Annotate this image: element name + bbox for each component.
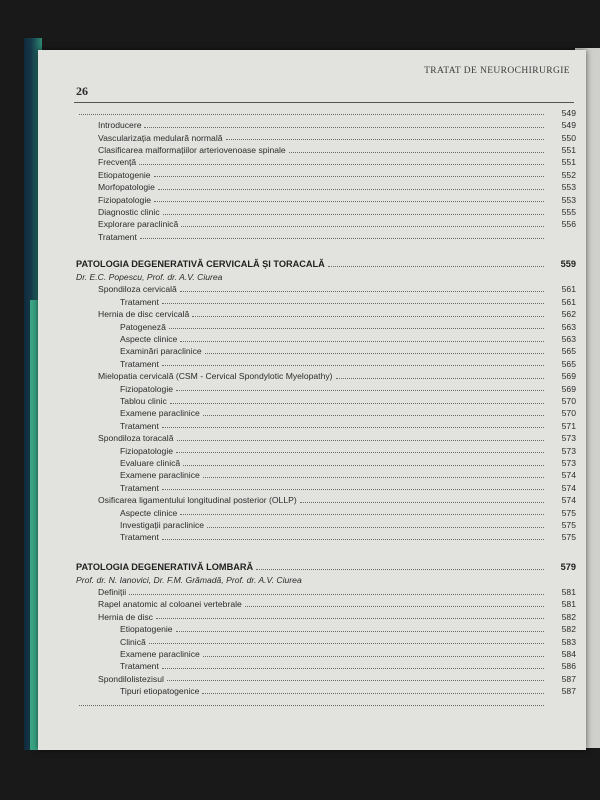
toc-page-number: 549 [561,107,576,118]
dot-leader [202,693,544,694]
toc-entry-title: Tratament [120,420,159,431]
toc-page-number: 570 [561,396,576,406]
toc-page-number: 556 [561,219,576,230]
toc-page-number: 562 [561,309,576,320]
dot-leader [79,705,544,706]
toc-entry-title: Clasificarea malformațiilor arteriovenoase spinale [98,144,286,155]
page-number: 26 [76,84,88,98]
dot-leader [170,403,544,404]
dot-leader [139,164,544,165]
toc-entry-title: Fiziopatologie [98,194,152,205]
dot-leader [156,618,544,619]
toc-page-number: 550 [561,132,576,143]
toc-entry-title: Patogeneză [120,321,166,332]
toc-entry [76,306,576,318]
dot-leader [226,139,544,140]
toc-page-number: 570 [561,408,576,419]
dot-leader [176,631,544,632]
toc-entry [76,468,576,480]
toc-page-number: 549 [561,120,576,131]
toc-entry [76,505,576,517]
book-page [38,50,586,750]
toc-page-number: 561 [561,296,576,307]
toc-entry-title: Clinică [120,636,146,647]
toc-page-number: 553 [561,182,576,193]
toc-page-number: 587 [561,673,576,684]
toc-entry-title: Examene paraclinice [120,470,200,481]
toc-entry [76,155,576,167]
toc-entry [76,430,576,442]
dot-leader [203,415,544,416]
toc-entry-title: Etiopatogenie [98,169,151,180]
dot-leader [149,643,544,644]
dot-leader [144,127,544,128]
toc-entry [76,282,576,294]
dot-leader [162,668,544,669]
toc-page-number: 574 [561,482,576,493]
toc-entry [76,455,576,467]
toc-entry-title: Prof. dr. N. Ianovici, Dr. F.M. Grămadă, Prof. dr. A.V. Ciurea [76,574,302,585]
toc-entry-title: Frecvență [98,157,137,168]
toc-page-number: 579 [560,561,576,572]
toc-entry [76,393,576,405]
toc-page-number: 571 [561,420,576,431]
dot-leader [162,427,544,428]
toc-entry [76,179,576,191]
toc-entry-title: Rapel anatomic al coloanei vertebrale [98,599,242,610]
running-head: TRATAT DE NEUROCHIRURGIE [424,66,570,76]
dot-leader [328,266,544,267]
toc-page-number: 563 [561,334,576,345]
toc-entry-title: Mielopatia cervicală (CSM - Cervical Spondylotic Myelopathy) [98,371,333,382]
toc-page-number: 573 [561,433,576,444]
toc-entry-title: Tratament [120,296,159,307]
toc-entry [76,130,576,142]
toc-entry [76,530,576,542]
dot-leader [192,316,544,317]
toc-entry-title: Tratament [120,532,159,543]
toc-entry [76,117,576,129]
toc-page-number: 555 [561,206,576,217]
toc-entry [76,294,576,306]
dot-leader [207,527,544,528]
toc-entry [76,192,576,204]
toc-entry [76,142,576,154]
toc-entry-title: Tratament [120,482,159,493]
toc-entry-title: Osificarea ligamentului longitudinal posterior (OLLP) [98,495,297,506]
dot-leader [300,502,544,503]
dot-leader [181,226,544,227]
toc-entry [76,480,576,492]
toc-entry [76,492,576,504]
dot-leader [183,465,544,466]
toc-section-heading [76,255,576,269]
toc-page-number: 575 [561,519,576,530]
dot-leader [203,477,544,478]
dot-leader [154,176,544,177]
toc-page-number: 574 [561,470,576,481]
toc-entry-title: Aspecte clinice [120,507,178,518]
toc-page-number: 573 [561,457,576,468]
toc-page-number: 551 [561,144,576,155]
toc-entry-title: Hernia de disc cervicală [98,309,190,320]
toc-entry [76,319,576,331]
toc-page-number: 587 [561,686,576,697]
toc-entry [76,609,576,621]
toc-entry-title: Definiții [98,587,127,598]
toc-entry-title: Examene paraclinice [120,649,200,660]
toc-entry-title: Investigații paraclinice [120,519,205,530]
toc-page-number: 565 [561,346,576,357]
toc-entry [76,659,576,671]
header-rule [74,102,574,103]
dot-leader [256,569,544,570]
dot-leader [180,514,544,515]
toc-entry [76,229,576,241]
toc-entry-title: Fiziopatologie [120,383,174,394]
toc-entry [76,344,576,356]
table-of-contents [76,105,576,708]
toc-entry-title: Morfopatologie [98,182,155,193]
toc-page-number: 561 [561,284,576,295]
toc-page-number: 565 [561,358,576,369]
toc-authors [76,269,576,281]
toc-entry [76,204,576,216]
toc-spacer [76,542,576,558]
toc-page-number: 563 [561,321,576,332]
dot-leader [162,303,544,304]
dot-leader [289,152,544,153]
toc-authors [76,572,576,584]
toc-entry [76,443,576,455]
toc-entry [76,621,576,633]
toc-entry-title: Spondilolistezisul [98,673,164,684]
dot-leader [162,539,544,540]
toc-entry [76,418,576,430]
dot-leader [167,680,544,681]
toc-page-number: 559 [560,259,576,270]
toc-entry [76,406,576,418]
toc-page-number: 569 [561,371,576,382]
toc-page-number: 575 [561,507,576,518]
toc-entry [76,105,576,117]
dot-leader [162,489,544,490]
toc-entry [76,646,576,658]
dot-leader [169,328,544,329]
toc-entry-title: Fiziopatologie [120,445,174,456]
toc-entry-title: Hernia de disc [98,611,153,622]
toc-entry [76,683,576,695]
dot-leader [205,353,544,354]
toc-entry-title: Etiopatogenie [120,624,173,635]
toc-page-number: 582 [561,611,576,622]
dot-leader [177,440,545,441]
toc-entry [76,381,576,393]
dot-leader [245,606,544,607]
toc-entry [76,356,576,368]
toc-entry-title: Tratament [120,661,159,672]
toc-page-number: 582 [561,624,576,635]
toc-page-number: 553 [561,194,576,205]
toc-page-number: 586 [561,661,576,672]
toc-entry-title: Evaluare clinică [120,457,181,468]
toc-entry [76,597,576,609]
toc-page-number: 581 [561,587,576,598]
toc-entry-title: Tipuri etiopatogenice [120,686,200,697]
toc-page-number: 581 [561,599,576,610]
toc-entry-title: Examene paraclinice [120,408,200,419]
dot-leader [176,390,544,391]
toc-entry-title: PATOLOGIA DEGENERATIVĂ CERVICALĂ ȘI TORACALĂ [76,259,325,270]
toc-entry [76,167,576,179]
dot-leader [154,201,544,202]
toc-entry-title: Introducere [98,120,142,131]
dot-leader [140,238,544,239]
toc-entry [76,584,576,596]
toc-entry [76,368,576,380]
toc-entry-title: Aspecte clinice [120,334,178,345]
toc-entry [76,217,576,229]
dot-leader [336,378,544,379]
toc-page-number: 552 [561,169,576,180]
toc-entry-title: Spondiloza cervicală [98,284,177,295]
toc-entry-title: Tablou clinic [120,396,167,406]
dot-leader [158,189,544,190]
dot-leader [79,114,544,115]
toc-entry-title: Tratament [120,358,159,369]
toc-page-number: 575 [561,532,576,543]
toc-entry-title: Tratament [98,231,137,242]
dot-leader [163,214,544,215]
toc-entry [76,696,576,708]
toc-entry [76,634,576,646]
toc-page-number: 551 [561,157,576,168]
toc-page-number: 583 [561,636,576,647]
toc-entry [76,331,576,343]
dot-leader [176,452,544,453]
toc-entry-title: Vascularizația medulară normală [98,132,223,143]
toc-page-number: 584 [561,649,576,660]
dot-leader [180,341,544,342]
toc-entry [76,517,576,529]
toc-entry-title: Examinări paraclinice [120,346,202,357]
toc-entry-title: PATOLOGIA DEGENERATIVĂ LOMBARĂ [76,561,254,572]
toc-entry-title: Spondiloza toracală [98,433,174,444]
toc-page-number: 573 [561,445,576,456]
dot-leader [129,594,544,595]
toc-entry-title: Diagnostic clinic [98,206,160,217]
dot-leader [203,656,544,657]
toc-spacer [76,241,576,255]
dot-leader [162,365,544,366]
dot-leader [180,291,544,292]
toc-page-number: 574 [561,495,576,506]
toc-entry-title: Dr. E.C. Popescu, Prof. dr. A.V. Ciurea [76,272,223,283]
toc-page-number: 569 [561,383,576,394]
toc-entry [76,671,576,683]
toc-section-heading [76,558,576,572]
toc-entry-title: Explorare paraclinică [98,219,179,230]
